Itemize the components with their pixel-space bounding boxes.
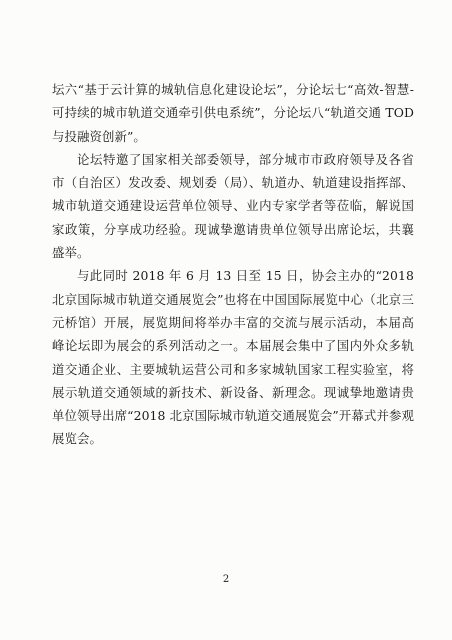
paragraph-exhibition-invitation: 与此同时 2018 年 6 月 13 日至 15 日，协会主办的“2018 北京国际城市轨道交通展览会”也将在中国国际展览中心（北京三元桥馆）开展，展览期间将举办丰富的交流与展示活动，本届高峰论坛即为展会的系列活动之一。本届展会集中了国内外众多轨道交通企业、主要城轨运营公司和多家城轨国家工程实验室，将展示轨道交通领域的新技术、新设备、新理念。现诚挚地邀请贵单位领导出席“2018 北京国际城市轨道交通展览会”开幕式并参观展览会。: [52, 268, 414, 447]
paragraph-forum-invitation: 论坛特邀了国家相关部委领导，部分城市市政府领导及各省市（自治区）发改委、规划委（局）、轨道办、轨道建设指挥部、城市轨道交通建设运营单位领导、业内专家学者等莅临，解说国家政策，分享成功经验。现诚挚邀请贵单位领导出席论坛，共襄盛举。: [52, 151, 414, 261]
page-number: 2: [222, 574, 230, 585]
document-body: [52, 78, 414, 451]
paragraph-forum-list-continuation: 坛六“基于云计算的城轨信息化建设论坛”，分论坛七“高效-智慧-可持续的城市轨道交通牵引供电系统”，分论坛八“轨道交通 TOD 与投融资创新”。: [52, 82, 414, 144]
